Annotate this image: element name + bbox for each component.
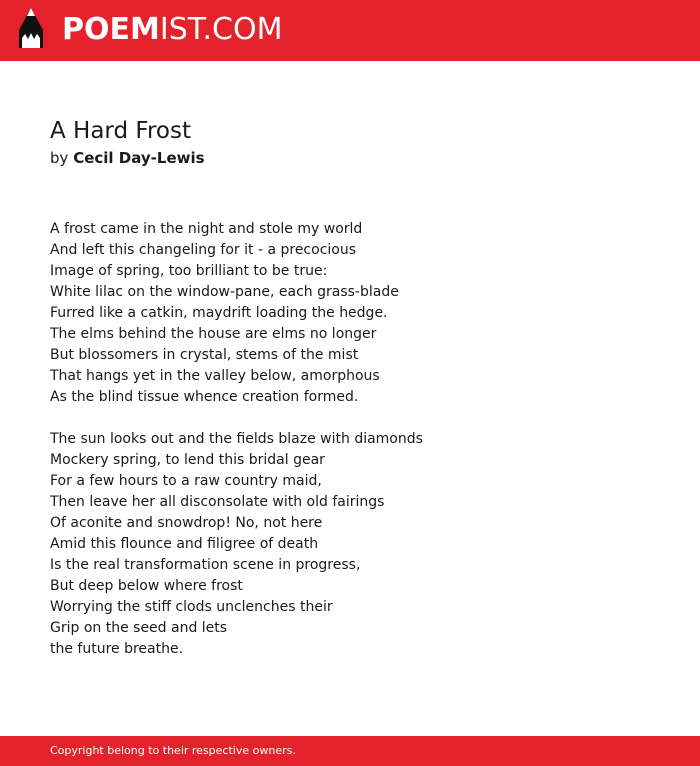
poem-line: Then leave her all disconsolate with old fairings [50,494,385,510]
poem-line: Amid this flounce and filigree of death [50,536,319,552]
site-header [0,0,700,61]
poem-line: Mockery spring, to lend this bridal gear [50,452,325,468]
poem-line: Of aconite and snowdrop! No, not here [50,515,323,531]
copyright-text: Copyright belong to their respective owners. [50,744,296,757]
stanza-2 [50,429,650,660]
poem-line: Worrying the stiff clods unclenches their [50,599,333,615]
brand-bold-text: POEM [62,12,160,47]
poem-line: Furred like a catkin, maydrift loading the hedge. [50,305,388,321]
poem-line: Grip on the seed and lets [50,620,228,636]
brand-light-text: IST.COM [159,12,283,47]
poem-line: the future breathe. [50,641,184,657]
poem-author: Cecil Day-Lewis [73,149,205,167]
poem-line: For a few hours to a raw country maid, [50,473,322,489]
poem-line: Image of spring, too brilliant to be true: [50,263,328,279]
poem-line: That hangs yet in the valley below, amorphous [50,368,380,384]
poem-line: Is the real transformation scene in progress, [50,557,361,573]
poem-body [50,219,650,660]
site-brand[interactable] [62,12,282,48]
poem-line: A frost came in the night and stole my world [50,221,363,237]
poem-line: White lilac on the window-pane, each grass-blade [50,284,399,300]
poem-byline [50,147,650,169]
poem-title: A Hard Frost [50,118,191,144]
by-label: by [50,149,69,167]
site-footer [0,736,700,766]
poem-content [50,116,650,681]
poem-line: And left this changeling for it - a precocious [50,242,357,258]
poem-line: As the blind tissue whence creation formed. [50,389,359,405]
stanza-1 [50,219,650,408]
poem-line: The elms behind the house are elms no longer [50,326,377,342]
poem-line: But blossomers in crystal, stems of the mist [50,347,359,363]
pencil-icon[interactable] [16,8,46,52]
poem-line: But deep below where frost [50,578,243,594]
poem-line: The sun looks out and the fields blaze with diamonds [50,431,423,447]
